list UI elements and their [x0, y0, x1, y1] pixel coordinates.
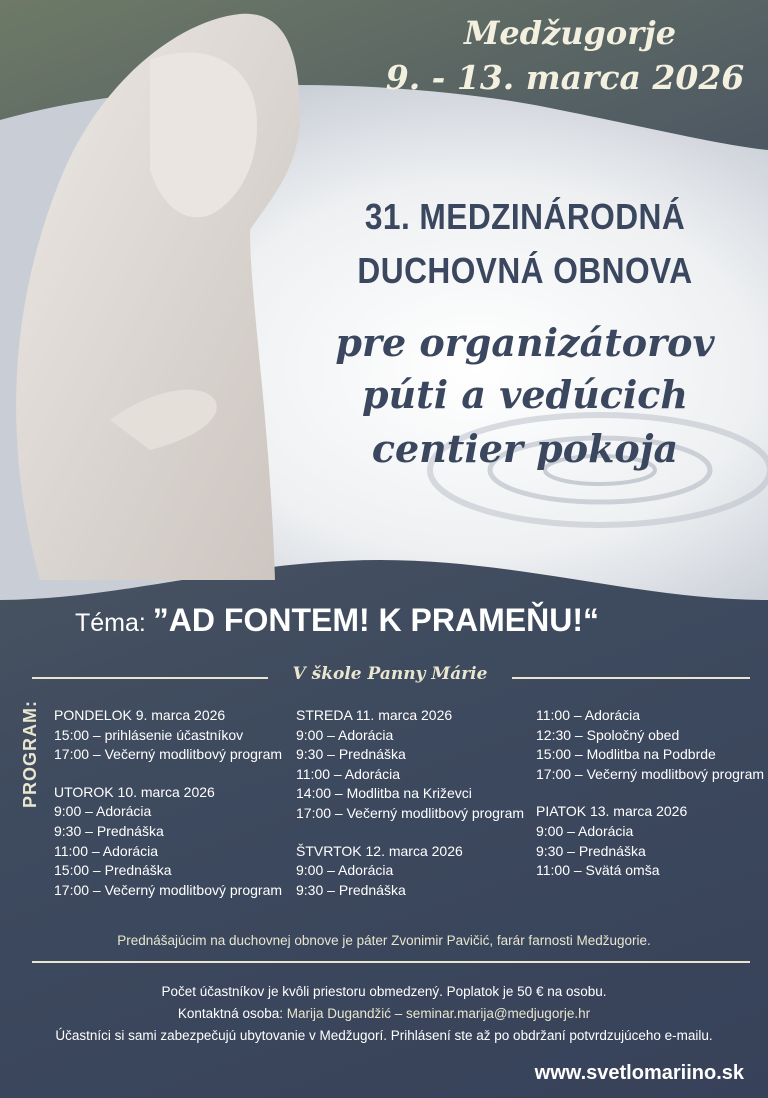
schedule-item: 11:00 – Svätá omša	[536, 862, 660, 879]
program-label	[20, 700, 42, 808]
day-heading: PONDELOK 9. marca 2026	[54, 707, 226, 723]
participants-note: Počet účastníkov je kvôli priestoru obmedzený. Poplatok je 50 € na osobu.	[161, 984, 607, 999]
schedule-item: 9:00 – Adorácia	[536, 822, 634, 839]
contact-line	[0, 1006, 768, 1021]
schedule-item: 9:30 – Prednáška	[536, 842, 646, 859]
theme-text: ”AD FONTEM! K PRAMEŇU!“	[152, 602, 599, 638]
schedule-item: 9:30 – Prednáška	[296, 746, 406, 763]
contact-person: Marija Dugandžić – seminar.marija@medjugorje.hr	[286, 1006, 591, 1021]
schedule-item: 9:30 – Prednáška	[54, 822, 164, 839]
day-heading: ŠTVRTOK 12. marca 2026	[296, 842, 463, 859]
website-link[interactable]: www.svetlomariino.sk	[534, 1062, 744, 1084]
school-subheading: V škole Panny Márie	[292, 664, 488, 684]
schedule-item: 15:00 – prihlásenie účastníkov	[54, 726, 244, 743]
theme-label: Téma:	[75, 609, 153, 637]
program-column-3	[536, 706, 764, 881]
divider-right	[512, 677, 750, 679]
day-heading: STREDA 11. marca 2026	[296, 707, 453, 723]
event-subtitle-line1: pre organizátorov	[335, 320, 715, 365]
schedule-item: 17:00 – Večerný modlitbový program	[296, 804, 525, 821]
schedule-item: 17:00 – Večerný modlitbový program	[54, 746, 283, 763]
day-heading: PIATOK 13. marca 2026	[536, 803, 688, 820]
event-title-line1: 31. MEDZINÁRODNÁ	[364, 196, 686, 237]
event-subtitle-line2: púti a vedúcich	[361, 372, 689, 417]
program-column-2	[296, 706, 524, 900]
footer-divider	[32, 961, 750, 963]
schedule-item: 9:30 – Prednáška	[296, 881, 406, 898]
schedule-item: 12:30 – Spoločný obed	[536, 726, 680, 743]
schedule-item: 17:00 – Večerný modlitbový program	[536, 765, 765, 782]
schedule-item: 11:00 – Adorácia	[536, 707, 641, 723]
location-heading: Medžugorje	[463, 14, 677, 52]
schedule-item: 11:00 – Adorácia	[54, 842, 159, 859]
event-title-line2: DUCHOVNÁ OBNOVA	[357, 250, 693, 291]
day-heading: UTOROK 10. marca 2026	[54, 783, 215, 800]
theme-line	[75, 602, 599, 639]
schedule-item: 15:00 – Modlitba na Podbrde	[536, 746, 716, 763]
event-subtitle-line3: centier pokoja	[371, 426, 679, 471]
schedule-item: 9:00 – Adorácia	[54, 803, 152, 820]
schedule-item: 17:00 – Večerný modlitbový program	[54, 881, 283, 898]
schedule-item: 14:00 – Modlitba na Križevci	[296, 785, 472, 802]
schedule-item: 15:00 – Prednáška	[54, 862, 172, 879]
lecturer-note: Prednášajúcim na duchovnej obnove je páter Zvonimir Pavičić, farár farnosti Medžugorie.	[117, 933, 651, 948]
schedule-item: 9:00 – Adorácia	[296, 862, 394, 879]
schedule-item: 9:00 – Adorácia	[296, 726, 394, 743]
contact-label: Kontaktná osoba:	[177, 1006, 287, 1021]
program-column-1	[54, 706, 282, 900]
event-dates: 9. - 13. marca 2026	[385, 58, 745, 97]
accommodation-note: Účastníci si sami zabezpečujú ubytovanie v Medžugorí. Prihlásení ste až po obdržaní potvrdzujúceho e-mailu.	[55, 1028, 713, 1043]
divider-left	[32, 677, 268, 679]
program-label-text: PROGRAM:	[20, 700, 40, 808]
schedule-item: 11:00 – Adorácia	[296, 765, 401, 782]
